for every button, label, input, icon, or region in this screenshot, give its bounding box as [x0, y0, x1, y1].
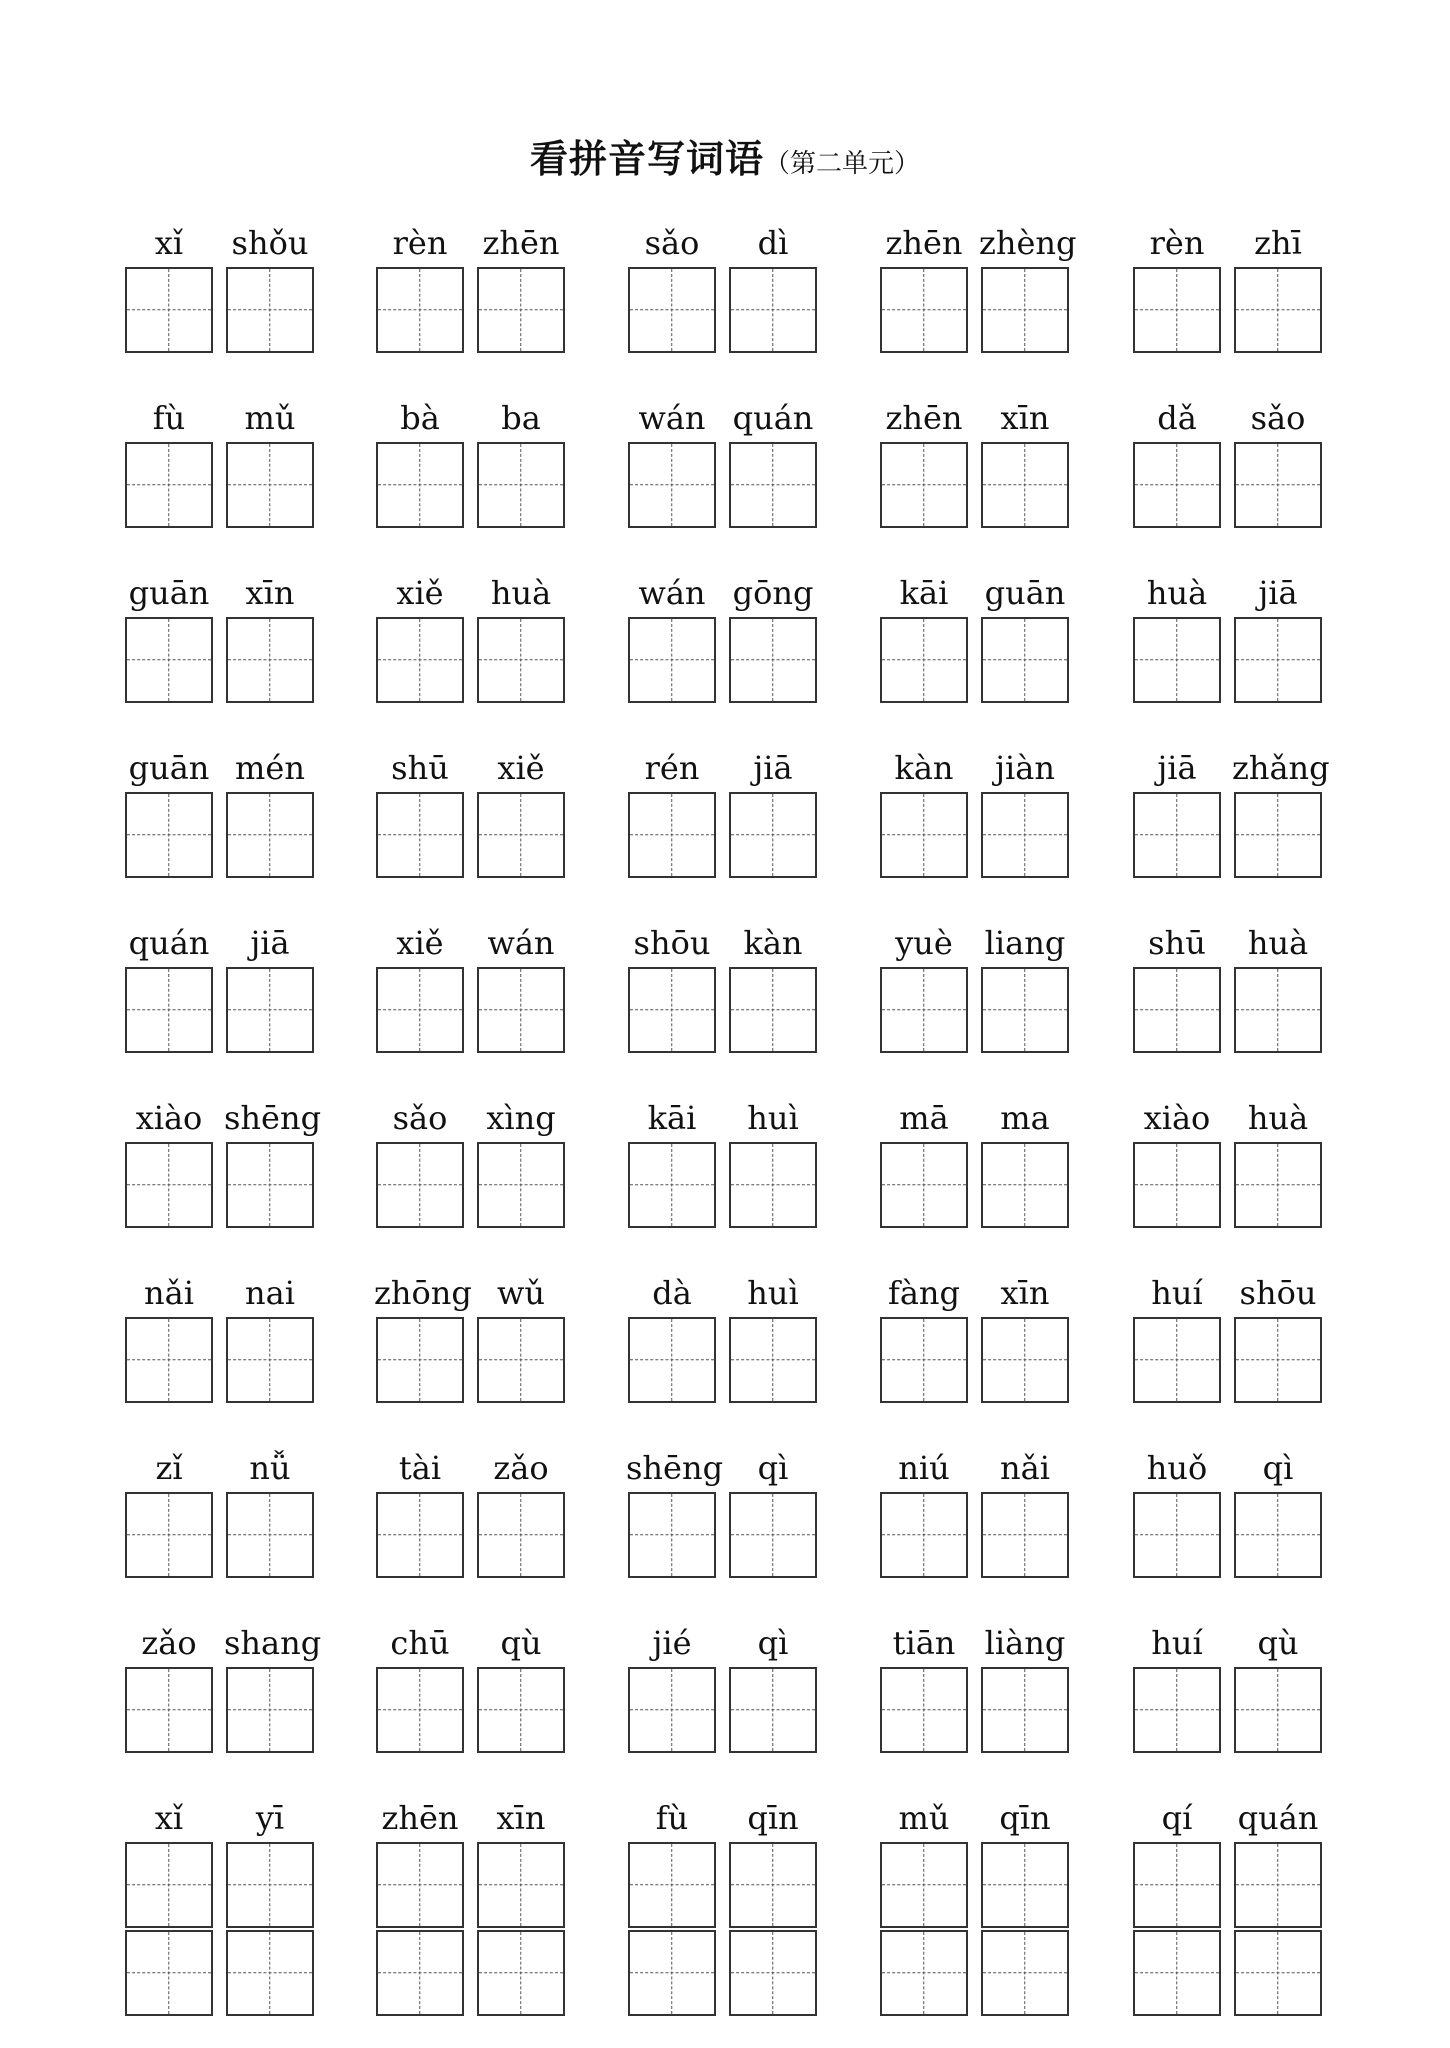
pinyin-label: xīn	[1000, 1274, 1050, 1312]
pinyin-label: quán	[128, 924, 210, 962]
writing-box[interactable]	[376, 1667, 464, 1753]
writing-box[interactable]	[376, 617, 464, 703]
writing-box[interactable]	[981, 1930, 1069, 2016]
writing-box[interactable]	[376, 1142, 464, 1228]
pinyin-label: huǒ	[1146, 1449, 1208, 1487]
writing-box[interactable]	[125, 617, 213, 703]
writing-box[interactable]	[1234, 967, 1322, 1053]
pinyin-label: wán	[638, 399, 706, 437]
writing-box[interactable]	[125, 267, 213, 353]
writing-box[interactable]	[226, 792, 314, 878]
pinyin-label: liang	[984, 924, 1066, 962]
pinyin-label: dà	[652, 1274, 692, 1312]
writing-box[interactable]	[477, 1142, 565, 1228]
pinyin-label: zǎo	[141, 1624, 197, 1662]
writing-box[interactable]	[226, 1317, 314, 1403]
writing-box[interactable]	[477, 1492, 565, 1578]
writing-box[interactable]	[880, 1492, 968, 1578]
writing-box[interactable]	[628, 1142, 716, 1228]
pinyin-label: ma	[1000, 1099, 1050, 1137]
writing-box[interactable]	[729, 1492, 817, 1578]
writing-box[interactable]	[729, 792, 817, 878]
pinyin-label: sǎo	[392, 1099, 448, 1137]
writing-box[interactable]	[981, 617, 1069, 703]
writing-box[interactable]	[1133, 1667, 1221, 1753]
writing-box[interactable]	[880, 967, 968, 1053]
pinyin-label: zǐ	[155, 1449, 183, 1487]
pinyin-label: zhī	[1254, 224, 1302, 262]
writing-box[interactable]	[477, 1842, 565, 1928]
writing-box[interactable]	[880, 1842, 968, 1928]
writing-box[interactable]	[1133, 967, 1221, 1053]
writing-box[interactable]	[1133, 1317, 1221, 1403]
pinyin-label: kāi	[899, 574, 949, 612]
writing-box[interactable]	[226, 1492, 314, 1578]
writing-box[interactable]	[1133, 1142, 1221, 1228]
writing-box[interactable]	[477, 1667, 565, 1753]
writing-box[interactable]	[729, 267, 817, 353]
pinyin-label: qīn	[999, 1799, 1051, 1837]
pinyin-label: shū	[1148, 924, 1206, 962]
writing-box[interactable]	[125, 1142, 213, 1228]
pinyin-label: mā	[899, 1099, 949, 1137]
pinyin-label: zhèng	[979, 224, 1077, 262]
pinyin-label: xiě	[396, 574, 444, 612]
pinyin-label: sǎo	[1250, 399, 1306, 437]
pinyin-label: wán	[487, 924, 555, 962]
writing-box[interactable]	[628, 1492, 716, 1578]
writing-box[interactable]	[1234, 1842, 1322, 1928]
writing-box[interactable]	[880, 1317, 968, 1403]
writing-box[interactable]	[628, 442, 716, 528]
pinyin-label: huì	[747, 1099, 799, 1137]
writing-box[interactable]	[1234, 792, 1322, 878]
writing-box[interactable]	[1133, 617, 1221, 703]
pinyin-label: jié	[652, 1624, 692, 1662]
writing-box[interactable]	[880, 617, 968, 703]
pinyin-label: nǎi	[1000, 1449, 1050, 1487]
pinyin-label: qì	[1262, 1449, 1294, 1487]
pinyin-label: fù	[152, 399, 186, 437]
writing-box[interactable]	[628, 1842, 716, 1928]
writing-box[interactable]	[981, 967, 1069, 1053]
pinyin-label: ba	[501, 399, 541, 437]
pinyin-label: zhǎng	[1232, 749, 1330, 787]
writing-box[interactable]	[226, 617, 314, 703]
pinyin-label: guān	[128, 574, 210, 612]
pinyin-label: liàng	[984, 1624, 1066, 1662]
pinyin-label: fù	[655, 1799, 689, 1837]
writing-box[interactable]	[477, 792, 565, 878]
writing-box[interactable]	[880, 792, 968, 878]
title-main: 看拼音写词语	[529, 137, 764, 181]
writing-box[interactable]	[1234, 1142, 1322, 1228]
pinyin-label: rèn	[392, 224, 448, 262]
writing-box[interactable]	[1133, 1492, 1221, 1578]
pinyin-label: bà	[400, 399, 440, 437]
pinyin-label: zhēn	[885, 224, 963, 262]
writing-box[interactable]	[226, 1842, 314, 1928]
pinyin-label: shēng	[224, 1099, 322, 1137]
pinyin-label: xiào	[135, 1099, 203, 1137]
pinyin-label: fàng	[887, 1274, 960, 1312]
writing-box[interactable]	[1234, 1930, 1322, 2016]
pinyin-label: qí	[1161, 1799, 1193, 1837]
writing-box[interactable]	[125, 1930, 213, 2016]
pinyin-label: jiā	[753, 749, 793, 787]
pinyin-label: xiě	[497, 749, 545, 787]
pinyin-label: zǎo	[493, 1449, 549, 1487]
pinyin-label: shǒu	[231, 224, 309, 262]
pinyin-label: kāi	[647, 1099, 697, 1137]
pinyin-label: quán	[732, 399, 814, 437]
pinyin-label: zhēn	[482, 224, 560, 262]
writing-box[interactable]	[226, 1142, 314, 1228]
writing-box[interactable]	[477, 1317, 565, 1403]
pinyin-label: zhēn	[885, 399, 963, 437]
pinyin-label: huà	[1146, 574, 1208, 612]
writing-box[interactable]	[1234, 442, 1322, 528]
writing-box[interactable]	[1234, 267, 1322, 353]
pinyin-label: guān	[128, 749, 210, 787]
pinyin-label: jiàn	[995, 749, 1055, 787]
writing-box[interactable]	[376, 1930, 464, 2016]
writing-box[interactable]	[226, 1667, 314, 1753]
writing-box[interactable]	[376, 1317, 464, 1403]
pinyin-label: wǔ	[497, 1274, 545, 1312]
writing-box[interactable]	[1133, 267, 1221, 353]
pinyin-label: mén	[235, 749, 305, 787]
writing-box[interactable]	[981, 1667, 1069, 1753]
pinyin-label: qì	[757, 1624, 789, 1662]
pinyin-label: shōu	[633, 924, 711, 962]
writing-box[interactable]	[477, 967, 565, 1053]
pinyin-label: quán	[1237, 1799, 1319, 1837]
pinyin-label: xìng	[486, 1099, 556, 1137]
pinyin-label: huí	[1151, 1274, 1203, 1312]
writing-box[interactable]	[981, 442, 1069, 528]
writing-box[interactable]	[376, 1492, 464, 1578]
pinyin-label: huí	[1151, 1624, 1203, 1662]
pinyin-label: yī	[255, 1799, 285, 1837]
writing-box[interactable]	[125, 1492, 213, 1578]
pinyin-label: qù	[500, 1624, 542, 1662]
pinyin-label: mǔ	[898, 1799, 950, 1837]
writing-box[interactable]	[729, 1930, 817, 2016]
pinyin-label: xīn	[496, 1799, 546, 1837]
writing-box[interactable]	[376, 1842, 464, 1928]
pinyin-label: zhōng	[374, 1274, 472, 1312]
writing-box[interactable]	[628, 967, 716, 1053]
pinyin-label: xiě	[396, 924, 444, 962]
writing-box[interactable]	[125, 1842, 213, 1928]
writing-box[interactable]	[981, 1142, 1069, 1228]
writing-box[interactable]	[226, 442, 314, 528]
pinyin-label: huà	[490, 574, 552, 612]
pinyin-label: mǔ	[244, 399, 296, 437]
writing-box[interactable]	[477, 267, 565, 353]
writing-box[interactable]	[729, 967, 817, 1053]
writing-box[interactable]	[729, 442, 817, 528]
writing-box[interactable]	[880, 1142, 968, 1228]
pinyin-label: zhēn	[381, 1799, 459, 1837]
writing-box[interactable]	[628, 617, 716, 703]
writing-box[interactable]	[981, 1317, 1069, 1403]
writing-box[interactable]	[880, 1667, 968, 1753]
pinyin-label: dǎ	[1157, 399, 1197, 437]
writing-box[interactable]	[477, 442, 565, 528]
pinyin-label: yuè	[895, 924, 953, 962]
writing-box[interactable]	[1133, 1842, 1221, 1928]
writing-box[interactable]	[477, 617, 565, 703]
pinyin-label: jiā	[1258, 574, 1298, 612]
pinyin-label: tiān	[892, 1624, 956, 1662]
pinyin-label: jiā	[1157, 749, 1197, 787]
writing-box[interactable]	[1234, 1492, 1322, 1578]
pinyin-label: kàn	[894, 749, 954, 787]
writing-box[interactable]	[628, 1930, 716, 2016]
pinyin-label: huì	[747, 1274, 799, 1312]
writing-box[interactable]	[880, 442, 968, 528]
writing-box[interactable]	[1133, 1930, 1221, 2016]
pinyin-label: xǐ	[154, 224, 184, 262]
writing-box[interactable]	[477, 1930, 565, 2016]
pinyin-label: chū	[390, 1624, 450, 1662]
pinyin-label: nai	[245, 1274, 295, 1312]
pinyin-label: shēng	[626, 1449, 724, 1487]
writing-box[interactable]	[1133, 442, 1221, 528]
pinyin-label: xǐ	[154, 1799, 184, 1837]
writing-box[interactable]	[628, 1667, 716, 1753]
pinyin-label: shū	[391, 749, 449, 787]
writing-box[interactable]	[729, 1667, 817, 1753]
pinyin-label: xiào	[1143, 1099, 1211, 1137]
pinyin-label: gōng	[732, 574, 814, 612]
pinyin-label: qīn	[747, 1799, 799, 1837]
pinyin-label: shang	[224, 1624, 322, 1662]
writing-box[interactable]	[981, 267, 1069, 353]
pinyin-label: xīn	[245, 574, 295, 612]
writing-box[interactable]	[376, 442, 464, 528]
writing-box[interactable]	[376, 792, 464, 878]
writing-box[interactable]	[376, 267, 464, 353]
pinyin-label: xīn	[1000, 399, 1050, 437]
title-unit: （第二单元）	[764, 149, 921, 179]
pinyin-label: qù	[1257, 1624, 1299, 1662]
writing-box[interactable]	[1234, 1317, 1322, 1403]
writing-box[interactable]	[981, 792, 1069, 878]
writing-box[interactable]	[729, 1842, 817, 1928]
pinyin-label: guān	[984, 574, 1066, 612]
writing-box[interactable]	[880, 267, 968, 353]
pinyin-label: sǎo	[644, 224, 700, 262]
pinyin-label: qì	[757, 1449, 789, 1487]
writing-box[interactable]	[1133, 792, 1221, 878]
pinyin-label: wán	[638, 574, 706, 612]
writing-box[interactable]	[981, 1842, 1069, 1928]
writing-box[interactable]	[125, 1667, 213, 1753]
pinyin-label: huà	[1247, 924, 1309, 962]
writing-box[interactable]	[729, 617, 817, 703]
pinyin-label: nǎi	[144, 1274, 194, 1312]
pinyin-label: dì	[757, 224, 789, 262]
writing-box[interactable]	[226, 967, 314, 1053]
pinyin-label: rén	[644, 749, 700, 787]
writing-box[interactable]	[1234, 617, 1322, 703]
pinyin-label: jiā	[250, 924, 290, 962]
writing-box[interactable]	[628, 792, 716, 878]
pinyin-label: kàn	[743, 924, 803, 962]
pinyin-label: tài	[398, 1449, 442, 1487]
writing-box[interactable]	[125, 1317, 213, 1403]
writing-box[interactable]	[125, 967, 213, 1053]
writing-box[interactable]	[628, 1317, 716, 1403]
pinyin-label: shōu	[1239, 1274, 1317, 1312]
writing-box[interactable]	[226, 1930, 314, 2016]
writing-box[interactable]	[729, 1142, 817, 1228]
writing-box[interactable]	[628, 267, 716, 353]
writing-box[interactable]	[125, 442, 213, 528]
writing-box[interactable]	[729, 1317, 817, 1403]
writing-box[interactable]	[1234, 1667, 1322, 1753]
pinyin-label: nǚ	[249, 1449, 291, 1487]
writing-box[interactable]	[376, 967, 464, 1053]
writing-box[interactable]	[880, 1930, 968, 2016]
writing-box[interactable]	[125, 792, 213, 878]
pinyin-label: niú	[898, 1449, 950, 1487]
writing-box[interactable]	[226, 267, 314, 353]
pinyin-label: huà	[1247, 1099, 1309, 1137]
writing-box[interactable]	[981, 1492, 1069, 1578]
pinyin-label: rèn	[1149, 224, 1205, 262]
